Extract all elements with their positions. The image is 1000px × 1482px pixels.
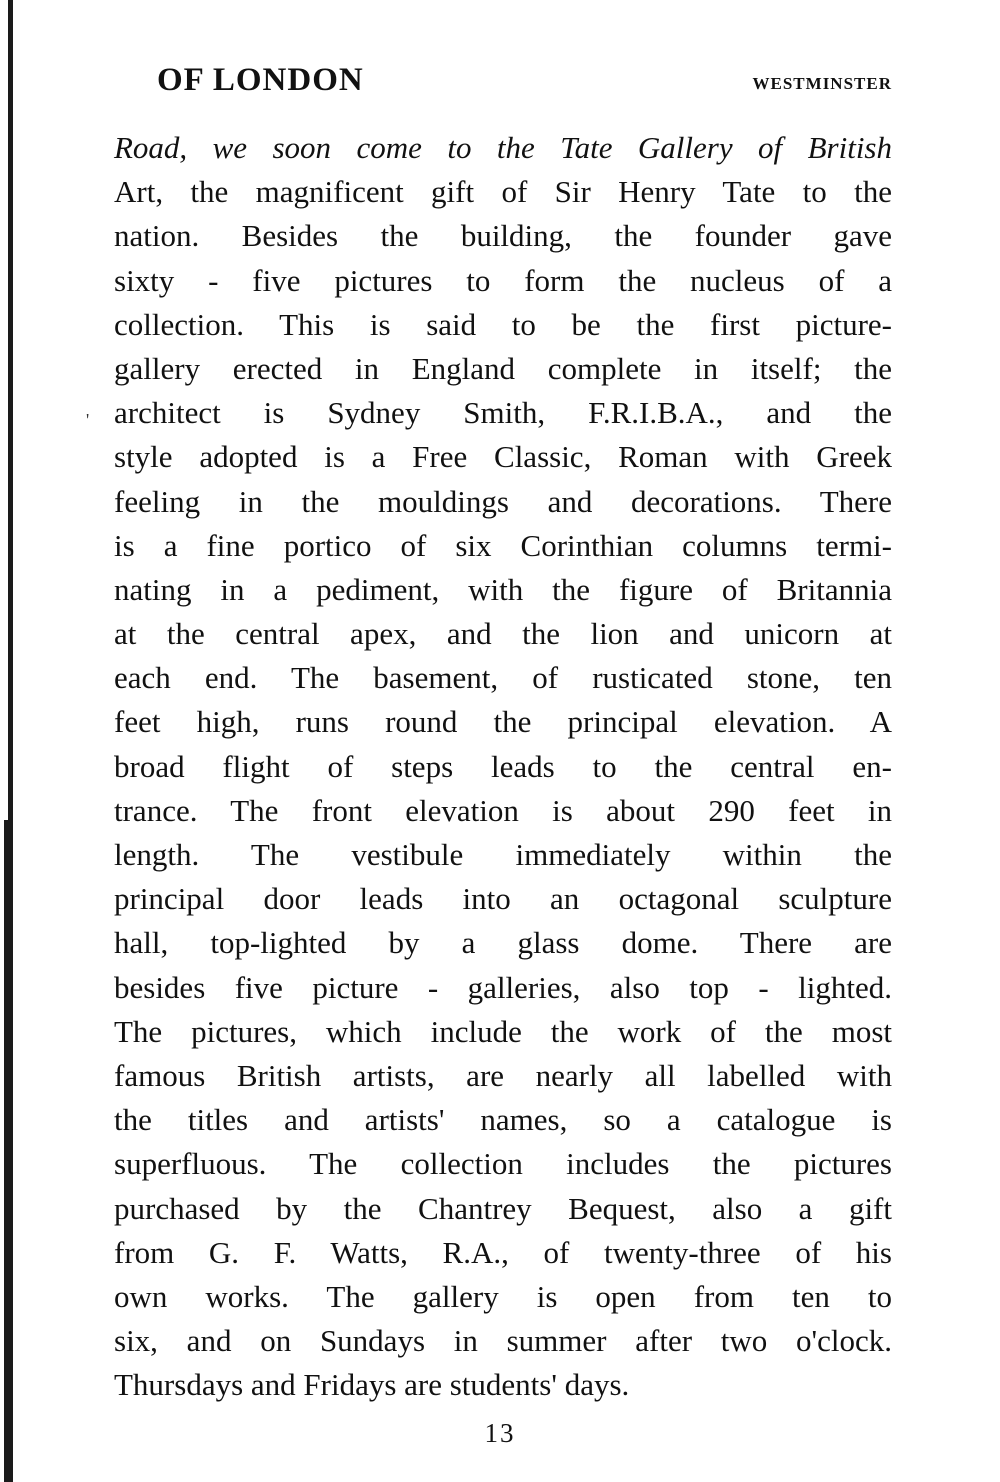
body-line: famous British artists, are nearly all labelled with: [114, 1057, 892, 1093]
body-line: nating in a pediment, with the figure of Britannia: [114, 571, 892, 607]
page-number: 13: [484, 1418, 516, 1448]
body-line: gallery erected in England complete in itself; the: [114, 350, 892, 386]
body-line: the titles and artists' names, so a catalogue is: [114, 1102, 892, 1138]
body-line: hall, top-lighted by a glass dome. There are: [114, 925, 892, 961]
body-line: superfluous. The collection includes the pictures: [114, 1146, 892, 1182]
body-line: length. The vestibule immediately within the: [114, 837, 892, 872]
body-line: from G. F. Watts, R.A., of twenty-three of his: [114, 1234, 892, 1270]
margin-mark: ': [86, 410, 90, 430]
body-line: principal door leads into an octagonal sculpture: [114, 881, 892, 917]
body-line: Art, the magnificent gift of Sir Henry Tate to the: [114, 174, 892, 210]
body-line: feeling in the mouldings and decorations. There: [114, 483, 892, 519]
body-line: nation. Besides the building, the founder gave: [114, 218, 892, 254]
body-line: purchased by the Chantrey Bequest, also a gift: [114, 1190, 892, 1226]
body-line: style adopted is a Free Classic, Roman with Greek: [114, 439, 892, 475]
body-line: The pictures, which include the work of the most: [114, 1013, 892, 1049]
body-line: collection. This is said to be the first picture-: [114, 306, 892, 342]
running-head-right: WESTMINSTER: [752, 74, 892, 93]
running-head: [157, 62, 892, 102]
binding-edge: [0, 0, 14, 1482]
body-line-last: Thursdays and Fridays are students' days.: [114, 1367, 630, 1403]
body-text: [114, 126, 892, 1407]
body-line: feet high, runs round the principal elevation. A: [114, 704, 892, 740]
running-head-left: OF LONDON: [157, 62, 364, 98]
body-line: is a fine portico of six Corinthian columns termi-: [114, 527, 892, 563]
body-line: sixty - five pictures to form the nucleus of a: [114, 262, 892, 298]
body-line: Road, we soon come to the Tate Gallery of British: [114, 130, 892, 165]
body-line: architect is Sydney Smith, F.R.I.B.A., and the: [114, 395, 892, 431]
body-line: own works. The gallery is open from ten to: [114, 1278, 892, 1314]
body-line: six, and on Sundays in summer after two o'clock.: [114, 1323, 892, 1359]
body-line: besides five picture - galleries, also top - lighted.: [114, 969, 892, 1005]
body-line: at the central apex, and the lion and unicorn at: [114, 616, 892, 652]
body-line: each end. The basement, of rusticated stone, ten: [114, 660, 892, 696]
body-line: trance. The front elevation is about 290 feet in: [114, 792, 892, 828]
binding-rule-thick: [4, 820, 13, 1482]
body-line: broad flight of steps leads to the central en-: [114, 748, 892, 784]
